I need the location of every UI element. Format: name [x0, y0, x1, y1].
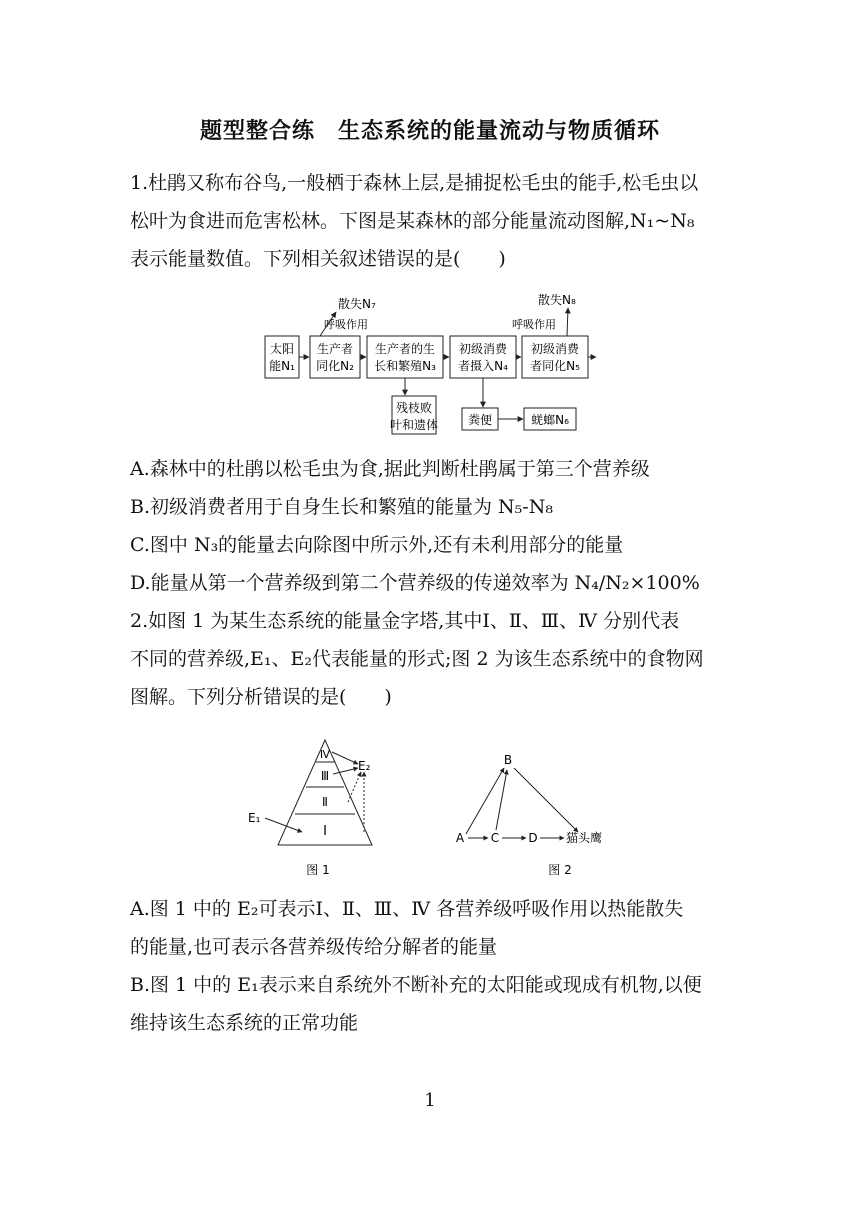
q1-option-b: B.初级消费者用于自身生长和繁殖的能量为 N₅-N₈: [130, 496, 553, 518]
flow-box-producer-assimilation: 生产者: [316, 342, 354, 356]
food-web-node-a: A: [455, 831, 465, 845]
flow-box-producer-growth: 长和繁殖N₃: [374, 359, 436, 373]
flow-box-debris: 残枝败: [395, 401, 433, 415]
figure-1-caption: 图 1: [306, 863, 330, 877]
q2-stem-line: 2.如图 1 为某生态系统的能量金字塔,其中Ⅰ、Ⅱ、Ⅲ、Ⅳ 分别代表: [130, 610, 680, 632]
q2-options: [130, 890, 730, 1042]
figure-2-caption: 图 2: [548, 863, 572, 877]
flow-box-dung-beetle: 蜣螂N₆: [531, 413, 569, 427]
q2-stem: [130, 602, 730, 716]
food-web-figure: [450, 750, 630, 880]
q1-options: [130, 450, 730, 602]
flow-box-feces: 粪便: [467, 413, 493, 427]
q2-stem-line: 图解。下列分析错误的是( ): [130, 686, 392, 708]
food-web-node-b: B: [503, 753, 513, 767]
flow-box-sun: 太阳: [269, 342, 295, 356]
energy-flow-diagram: [262, 290, 598, 440]
q1-option-c: C.图中 N₃的能量去向除图中所示外,还有未利用部分的能量: [130, 534, 624, 556]
q1-option-d: D.能量从第一个营养级到第二个营养级的传递效率为 N₄/N₂×100%: [130, 572, 700, 594]
q2-stem-line: 不同的营养级,E₁、E₂代表能量的形式;图 2 为该生态系统中的食物网: [130, 648, 704, 670]
q2-option-b-cont: 维持该生态系统的正常功能: [130, 1012, 359, 1034]
pyramid-level-4: Ⅳ: [319, 748, 331, 761]
food-web-node-owl: 猫头鹰: [566, 831, 603, 845]
pyramid-e1-label: E₁: [248, 811, 261, 825]
q2-option-a-cont: 的能量,也可表示各营养级传给分解者的能量: [130, 936, 498, 958]
food-web-node-d: D: [528, 831, 538, 845]
q1-stem-line: 松叶为食进而危害松林。下图是某森林的部分能量流动图解,N₁~N₈: [130, 210, 695, 232]
flow-label-resp-right: 呼吸作用: [512, 318, 556, 331]
flow-box-debris: 叶和遗体: [389, 418, 439, 432]
pyramid-level-2: Ⅱ: [322, 795, 328, 809]
q1-stem: [130, 164, 730, 278]
flow-box-consumer-assimilation: 初级消费: [530, 342, 580, 356]
pyramid-e2-label: E₂: [358, 759, 371, 773]
flow-box-sun: 能N₁: [269, 359, 295, 373]
page-title: 题型整合练 生态系统的能量流动与物质循环: [199, 119, 660, 144]
q2-option-b: B.图 1 中的 E₁表示来自系统外不断补充的太阳能或现成有机物,以便: [130, 974, 702, 996]
q1-option-a: A.森林中的杜鹃以松毛虫为食,据此判断杜鹃属于第三个营养级: [130, 458, 650, 480]
energy-pyramid-figure: [240, 732, 390, 882]
flow-label-loss-right: 散失N₈: [538, 293, 576, 307]
flow-box-producer-assimilation: 同化N₂: [316, 359, 354, 373]
flow-box-consumer-intake: 初级消费: [458, 342, 508, 356]
flow-label-resp-left: 呼吸作用: [324, 318, 368, 331]
flow-label-loss-left: 散失N₇: [338, 297, 376, 311]
food-web-node-c: C: [490, 831, 500, 845]
pyramid-level-1: Ⅰ: [323, 824, 327, 839]
flow-box-producer-growth: 生产者的生: [374, 342, 436, 356]
pyramid-level-3: Ⅲ: [320, 769, 330, 783]
q1-stem-line: 1.杜鹃又称布谷鸟,一般栖于森林上层,是捕捉松毛虫的能手,松毛虫以: [130, 172, 699, 194]
flow-box-consumer-assimilation: 者同化N₅: [530, 359, 580, 373]
flow-box-consumer-intake: 者摄入N₄: [458, 359, 508, 373]
q1-stem-line: 表示能量数值。下列相关叙述错误的是( ): [130, 248, 506, 270]
page-number: 1: [424, 1090, 436, 1111]
q2-option-a: A.图 1 中的 E₂可表示Ⅰ、Ⅱ、Ⅲ、Ⅳ 各营养级呼吸作用以热能散失: [130, 898, 684, 920]
